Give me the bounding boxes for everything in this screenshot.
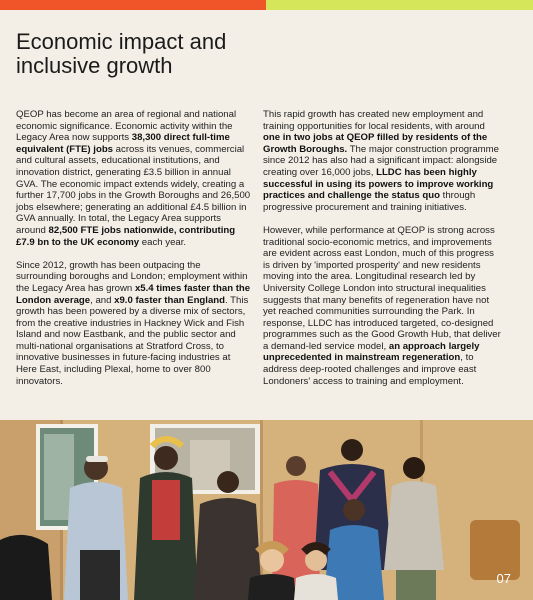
page-number: 07 [496,571,511,586]
page-title [16,30,316,78]
bold-text-run: x5.4 times faster than the London average [16,282,251,306]
group-photo-illustration [0,420,533,600]
top-color-bar [0,0,533,10]
text-run: Since 2012, growth has been outpacing the surrounding boroughs and London; employment within the Legacy Area has grown [16,259,248,294]
left-paragraph-1 [16,109,252,248]
right-text-column [263,109,503,399]
bold-text-run: x9.0 faster than England [114,294,226,306]
text-run: , and [90,294,115,306]
bold-text-run: one in two jobs at QEOP filled by residents of the Growth Boroughs. [263,132,488,155]
text-run: , to address deep-rooted challenges and improve east Londoners' access to training and employment. [263,352,477,387]
text-run: across its venues, commercial and cultural assets, educational institutions, and innovation district, generating £3.5 billion in annual GVA. The economic impact extends widely, creating a further 17,700 jobs in the Growth Boroughs and 26,500 jobs elsewhere; generating an additional £4.5 billion in GVA annually. In total, the Legacy Area supports around [16,143,251,236]
left-text-column [16,109,252,399]
text-run: However, while performance at QEOP is strong across traditional socio-economic metrics, and improvements are evident across east London, much of this progress is driven by 'imported prosperity' and new residents moving into the area. Longitudinal research led by University College London into structural inequalities suggests that many benefits of regeneration have not yet reached communities surrounding the Park. In response, LLDC has introduced targeted, co-designed programmes such as the Good Growth Hub, that deliver a demand-led service model, [263,224,501,352]
bold-text-run: an approach largely unprecedented in mainstream regeneration [263,340,480,364]
text-run: . This growth has been powered by a diverse mix of sectors, from the creative industries in Hackney Wick and Fish Island and now Eastbank, and the public sector and multi-national organisations at Stratford Cross, to innovative businesses in future-facing industries at Here East, including Plexal, home to over 800 innovators. [16,294,249,387]
bold-text-run: 38,300 direct full-time equivalent (FTE) jobs [16,132,230,155]
text-run: through progressive procurement and training initiatives. [263,190,476,213]
text-run: QEOP has become an area of regional and national economic significance. Economic activity within the Legacy Area now supports [16,109,237,144]
bold-text-run: LLDC has been highly successful in using its powers to improve working practices and challenge the status quo [263,166,494,202]
text-run: This rapid growth has created new employment and training opportunities for local residents, with around [263,109,485,132]
page-title-line-1: Economic impact and [16,29,227,54]
top-bar-lime-segment [266,0,533,10]
page-title-line-2: inclusive growth [16,53,173,78]
right-paragraph-1 [263,109,503,213]
text-run: each year. [139,236,187,248]
right-paragraph-2 [263,225,503,387]
group-photo [0,420,533,600]
text-run: The major construction programme since 2012 has also had a significant impact: alongside creating over 16,000 jobs, [263,143,499,178]
bold-text-run: 82,500 FTE jobs nationwide, contributing £7.9 bn to the UK economy [16,224,236,248]
left-paragraph-2 [16,260,252,388]
top-bar-orange-segment [0,0,266,10]
